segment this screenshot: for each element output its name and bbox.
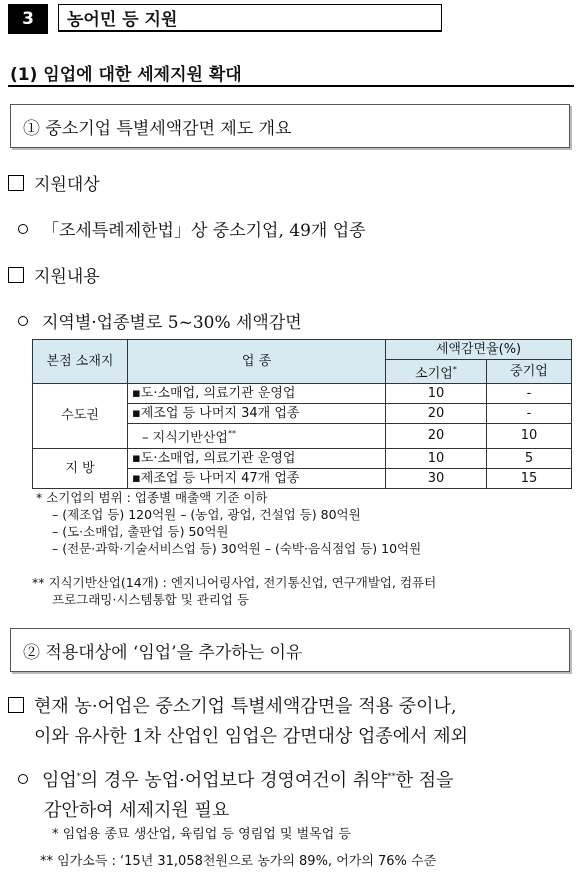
note-line: 프로그래밍·시스템통합 및 관리업 등 <box>52 592 250 607</box>
note-line: – (전문·과학·기술서비스업 등) 30억원 – (숙박·음식점업 등) 10억원 <box>52 541 422 556</box>
note-mark: ** <box>32 575 45 590</box>
heading-box-1 <box>10 104 570 148</box>
cell-small: 20 <box>386 424 487 448</box>
cell-medium: 5 <box>487 448 572 468</box>
support-content-item <box>18 308 302 333</box>
cell-region: 수도권 <box>33 384 128 448</box>
cell-small: 30 <box>386 468 487 488</box>
tax-reduction-table <box>32 339 572 489</box>
support-target-item <box>18 216 366 241</box>
section-number: 3 <box>8 4 48 34</box>
square-bullet-icon <box>8 175 24 191</box>
heading-box-2-text: ② 적용대상에 ‘임업’을 추가하는 이유 <box>23 642 303 663</box>
paragraph-reason: 임업*의 경우 농업·어업보다 경영여건이 취약**한 점을 감안하여 세제지원 필요 <box>18 762 578 826</box>
footnote-text: 임가소득 : ‘15년 31,058천원으로 농가의 89%, 어가의 76% 수준 <box>57 854 437 869</box>
footnote-text: 임업용 종묘 생산업, 육림업 등 영림업 및 벌목업 등 <box>62 827 351 842</box>
paragraph-line: 감안하여 세제지원 필요 <box>44 800 230 821</box>
subsection-underline <box>8 85 574 87</box>
support-content-text: 지역별·업종별로 5~30% 세액감면 <box>42 313 302 333</box>
cell-region: 지 방 <box>33 448 128 488</box>
note-line: 지식기반산업(14개) : 엔지니어링사업, 전기통신업, 연구개발업, 컴퓨터 <box>48 575 437 590</box>
note-mark: ** <box>40 854 53 869</box>
square-bullet-icon <box>8 697 24 713</box>
heading-box-1-text: ① 중소기업 특별세액감면 제도 개요 <box>23 118 292 139</box>
support-content-heading <box>8 262 100 287</box>
cell-medium: 10 <box>487 424 572 448</box>
cell-industry: ▪제조업 등 나머지 47개 업종 <box>128 468 386 488</box>
note-knowledge-industry <box>32 574 436 608</box>
note-small-business <box>36 489 421 557</box>
heading-box-2 <box>10 628 570 672</box>
paragraph-line: 이와 유사한 1차 산업인 임업은 감면대상 업종에서 제외 <box>34 726 469 747</box>
cell-small: 10 <box>386 384 487 404</box>
cell-medium: - <box>487 404 572 424</box>
cell-industry: – 지식기반산업** <box>128 424 386 448</box>
subsection-title: (1) 임업에 대한 세제지원 확대 <box>10 65 242 85</box>
header-rate: 세액감면율(%) <box>386 340 572 360</box>
support-target-heading <box>8 170 100 195</box>
circle-bullet-icon <box>18 316 28 326</box>
support-content-label: 지원내용 <box>34 267 100 287</box>
note-line: 소기업의 범위 : 업종별 매출액 기준 이하 <box>46 490 268 505</box>
table-row <box>33 384 572 404</box>
support-target-text: 「조세특례제한법」상 중소기업, 49개 업종 <box>42 221 366 241</box>
note-mark: * <box>36 490 43 505</box>
header-region: 본점 소재지 <box>33 340 128 384</box>
table-row <box>33 448 572 468</box>
header-small: 소기업* <box>386 360 487 384</box>
support-target-label: 지원대상 <box>34 175 100 195</box>
note-mark: * <box>52 827 59 842</box>
cell-industry: ▪도·소매업, 의료기관 운영업 <box>128 448 386 468</box>
note-line: – (도·소매업, 출판업 등) 50억원 <box>52 524 229 539</box>
cell-industry: ▪제조업 등 나머지 34개 업종 <box>128 404 386 424</box>
note-line: – (제조업 등) 120억원 – (농업, 광업, 건설업 등) 80억원 <box>52 507 361 522</box>
section-title: 농어민 등 지원 <box>58 4 442 32</box>
cell-medium: - <box>487 384 572 404</box>
cell-small: 10 <box>386 448 487 468</box>
paragraph-line: 현재 농·어업은 중소기업 특별세액감면을 적용 중이나, <box>34 696 457 717</box>
circle-bullet-icon <box>18 224 28 234</box>
header-industry: 업 종 <box>128 340 386 384</box>
cell-industry: ▪도·소매업, 의료기관 운영업 <box>128 384 386 404</box>
cell-small: 20 <box>386 404 487 424</box>
footnote-forestry <box>52 826 351 843</box>
square-bullet-icon <box>8 267 24 283</box>
paragraph-current-status <box>8 692 578 752</box>
footnote-income <box>40 853 436 870</box>
cell-medium: 15 <box>487 468 572 488</box>
header-medium: 중기업 <box>487 360 572 384</box>
circle-bullet-icon <box>18 774 28 784</box>
